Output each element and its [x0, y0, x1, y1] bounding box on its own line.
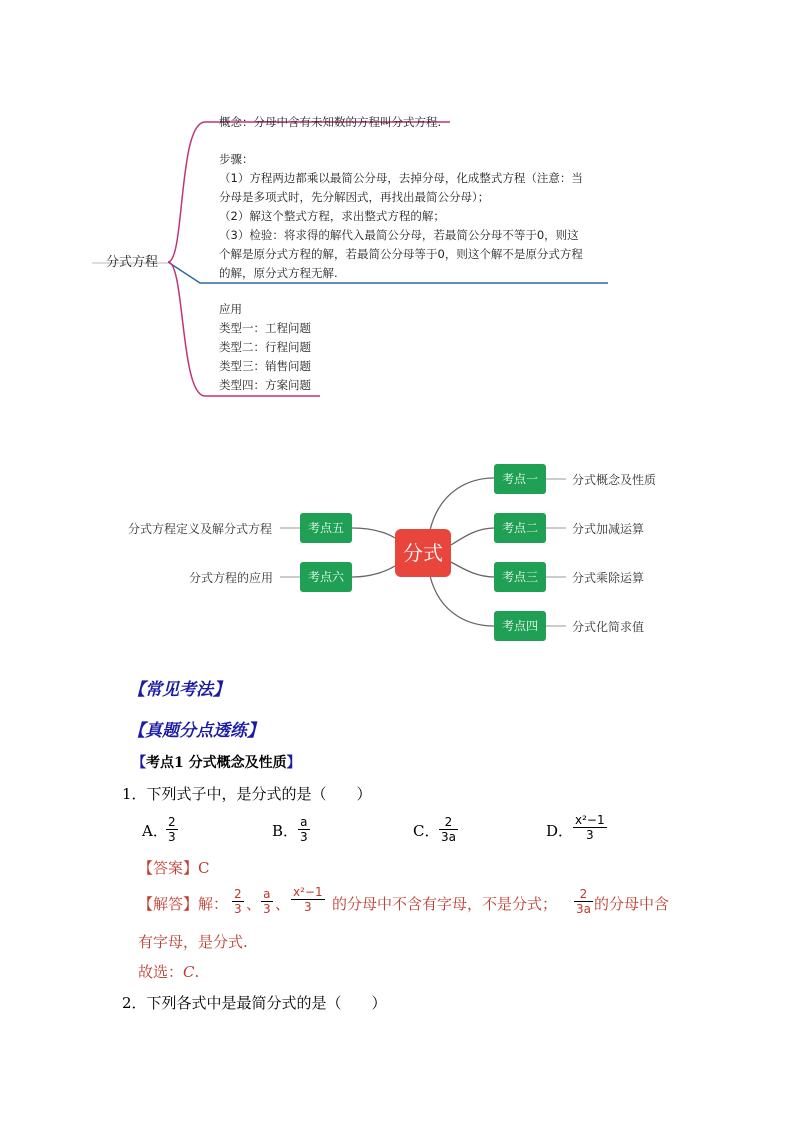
answer-tag: 【答案】	[138, 859, 199, 877]
denominator: 3a	[576, 902, 591, 916]
option-label: A．	[142, 822, 168, 840]
denominator: 3	[291, 899, 325, 914]
analysis-line2: 有字母，是分式.	[138, 933, 248, 951]
section-practice: 【真题分点透练】	[128, 721, 264, 741]
node-kaodian-1: 考点一	[494, 464, 546, 494]
denominator: 3	[263, 902, 271, 916]
step-line: 步骤：	[219, 152, 254, 166]
q1-option-c	[413, 820, 439, 841]
mindmap1-root: 分式方程	[106, 255, 159, 270]
numerator: 2	[168, 815, 176, 829]
application-line: 类型三：销售问题	[219, 359, 311, 373]
separator: 、	[246, 895, 262, 913]
step-line: 分母是多项式时，先分解因式，再找出最简公分母）；	[219, 190, 490, 204]
step-line: 的解，原分式方程无解.	[219, 266, 338, 280]
q1-stem: 1．下列式子中，是分式的是（ ）	[122, 785, 372, 803]
numerator: 2	[579, 887, 588, 901]
denominator: 3	[573, 827, 607, 842]
kaodian1-heading	[132, 752, 301, 772]
option-label: C．	[413, 822, 440, 840]
numerator: 2	[234, 887, 242, 901]
choose-value: C	[183, 963, 195, 981]
application-line: 类型四：方案问题	[219, 378, 311, 392]
numerator: x²−1	[293, 885, 323, 899]
application-line: 应用	[219, 302, 242, 316]
step-line: （2）解这个整式方程，求出整式方程的解；	[219, 209, 445, 223]
analysis-end: 的分母中含	[594, 895, 670, 913]
denominator: 3	[300, 830, 308, 844]
node-kaodian-2: 考点二	[494, 513, 546, 543]
fraction	[232, 887, 244, 916]
q1-analysis-tag	[138, 893, 228, 914]
choose-suffix: .	[194, 963, 200, 981]
option-label: D．	[546, 822, 574, 840]
numerator: x²−1	[575, 813, 605, 827]
fraction	[261, 887, 273, 916]
q1-option-a	[142, 820, 168, 841]
numerator: a	[300, 815, 308, 829]
leaf-kaodian-6: 分式方程的应用	[189, 571, 274, 585]
leaf-kaodian-2: 分式加减运算	[572, 522, 645, 536]
numerator: a	[263, 887, 271, 901]
answer-value: C	[198, 859, 210, 877]
q1-option-d	[546, 820, 573, 841]
denominator: 3a	[441, 830, 456, 844]
fraction	[439, 815, 458, 844]
mindmap1-concept: 概念：分母中含有未知数的方程叫分式方程.	[219, 115, 442, 129]
leaf-kaodian-3: 分式乘除运算	[572, 571, 645, 585]
q2-stem: 2．下列各式中是最简分式的是（ ）	[122, 994, 387, 1012]
denominator: 3	[234, 902, 242, 916]
bracket-close: 】	[286, 755, 301, 771]
step-line: （3）检验：将求得的解代入最简公分母，若最简公分母不等于0，则这	[219, 228, 579, 242]
leaf-kaodian-4: 分式化简求值	[572, 620, 645, 634]
mindmap2-center: 分式	[395, 529, 451, 577]
fraction	[166, 815, 178, 844]
q1-choose	[138, 961, 199, 982]
fraction	[573, 813, 607, 842]
step-line: （1）方程两边都乘以最简公分母，去掉分母，化成整式方程（注意：当	[219, 171, 583, 185]
kaodian1-label: 考点1 分式概念及性质	[146, 755, 287, 771]
bracket-open: 【	[132, 755, 146, 771]
node-kaodian-4: 考点四	[494, 611, 546, 641]
analysis-tag: 【解答】	[138, 895, 199, 913]
analysis-mid: 的分母中不含有字母，不是分式；	[332, 895, 558, 913]
node-kaodian-3: 考点三	[494, 562, 546, 592]
fraction	[291, 885, 325, 914]
denominator: 3	[168, 830, 176, 844]
leaf-kaodian-1: 分式概念及性质	[572, 473, 657, 487]
q1-answer	[138, 857, 210, 878]
application-line: 类型二：行程问题	[219, 340, 311, 354]
analysis-prefix: 解：	[198, 895, 229, 913]
option-label: B．	[272, 822, 299, 840]
step-line: 个解是原分式方程的解，若最简公分母等于0，则这个解不是原分式方程	[219, 247, 583, 261]
separator: 、	[275, 895, 291, 913]
choose-prefix: 故选：	[138, 963, 184, 981]
node-kaodian-6: 考点六	[300, 562, 352, 592]
node-kaodian-5: 考点五	[300, 513, 352, 543]
fraction	[298, 815, 310, 844]
application-line: 类型一：工程问题	[219, 321, 311, 335]
numerator: 2	[444, 815, 453, 829]
q1-option-b	[272, 820, 298, 841]
section-common: 【常见考法】	[128, 680, 230, 700]
fraction	[574, 887, 593, 916]
leaf-kaodian-5: 分式方程定义及解分式方程	[128, 522, 273, 536]
